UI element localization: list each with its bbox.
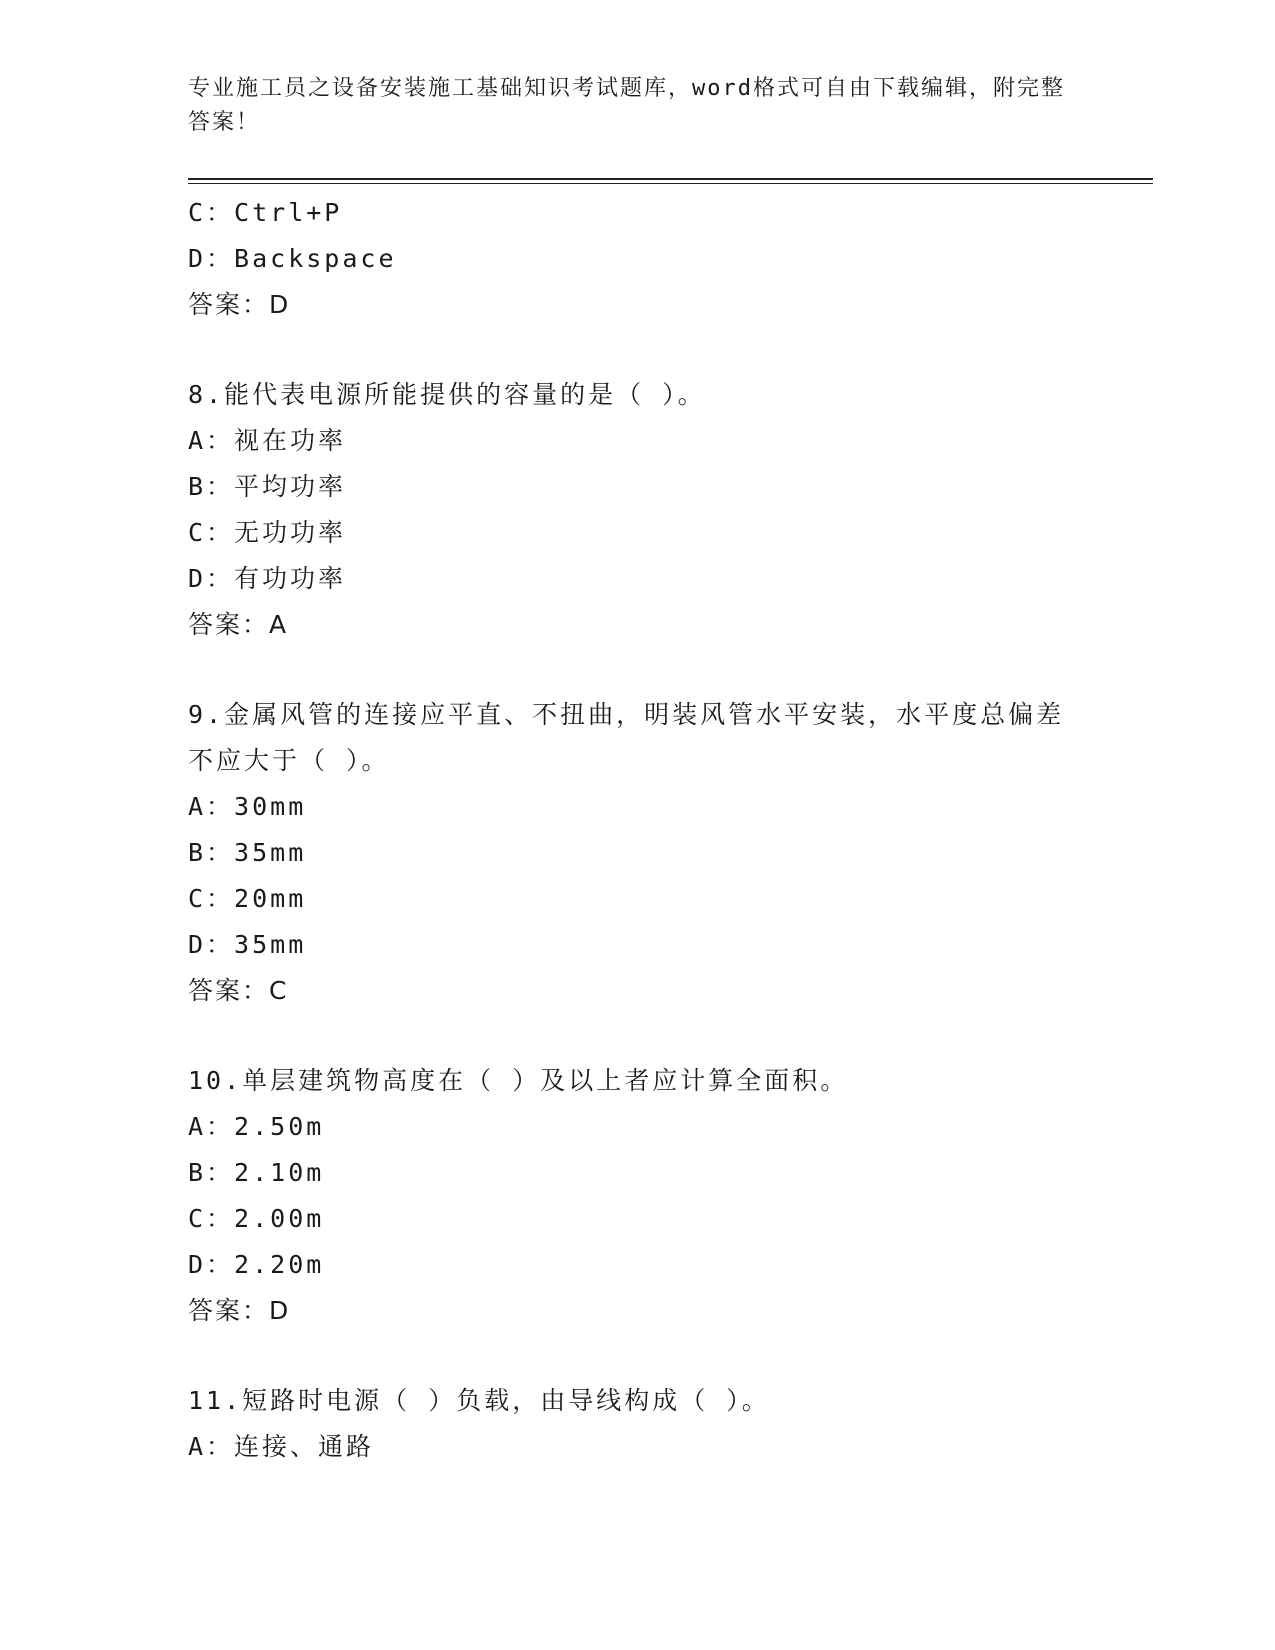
option-c: C：无功功率 <box>188 518 347 547</box>
option-c: C：20mm <box>188 884 307 913</box>
option-d: D：35mm <box>188 930 307 959</box>
option-b: B：2.10m <box>188 1158 325 1187</box>
answer-line: 答案：D <box>188 290 291 319</box>
question-stem: 8.能代表电源所能提供的容量的是（ ）。 <box>188 380 706 409</box>
document-header: 专业施工员之设备安装施工基础知识考试题库，word格式可自由下载编辑，附完整答案！ <box>188 76 1065 135</box>
option-d: D：有功功率 <box>188 564 347 593</box>
option-c: C：Ctrl+P <box>188 198 343 227</box>
option-b: B：平均功率 <box>188 472 347 501</box>
answer-line: 答案：C <box>188 976 289 1005</box>
option-a: A：视在功率 <box>188 426 347 455</box>
question-stem: 9.金属风管的连接应平直、不扭曲，明装风管水平安装，水平度总偏差不应大于（ ）。 <box>188 700 1065 775</box>
option-d: D：Backspace <box>188 244 397 273</box>
header-divider-thick <box>188 178 1153 180</box>
spacer <box>188 328 1088 372</box>
answer-line: 答案：A <box>188 610 289 639</box>
question-list <box>188 190 1088 1470</box>
question-stem: 10.单层建筑物高度在（ ）及以上者应计算全面积。 <box>188 1066 849 1095</box>
spacer <box>188 648 1088 692</box>
option-d: D：2.20m <box>188 1250 325 1279</box>
answer-line: 答案：D <box>188 1296 291 1325</box>
spacer <box>188 1334 1088 1378</box>
question-stem: 11.短路时电源（ ）负载，由导线构成（ ）。 <box>188 1386 770 1415</box>
option-c: C：2.00m <box>188 1204 325 1233</box>
option-a: A：2.50m <box>188 1112 325 1141</box>
option-b: B：35mm <box>188 838 307 867</box>
option-a: A：连接、通路 <box>188 1432 375 1461</box>
header-divider-thin <box>188 183 1153 184</box>
spacer <box>188 1014 1088 1058</box>
option-a: A：30mm <box>188 792 307 821</box>
